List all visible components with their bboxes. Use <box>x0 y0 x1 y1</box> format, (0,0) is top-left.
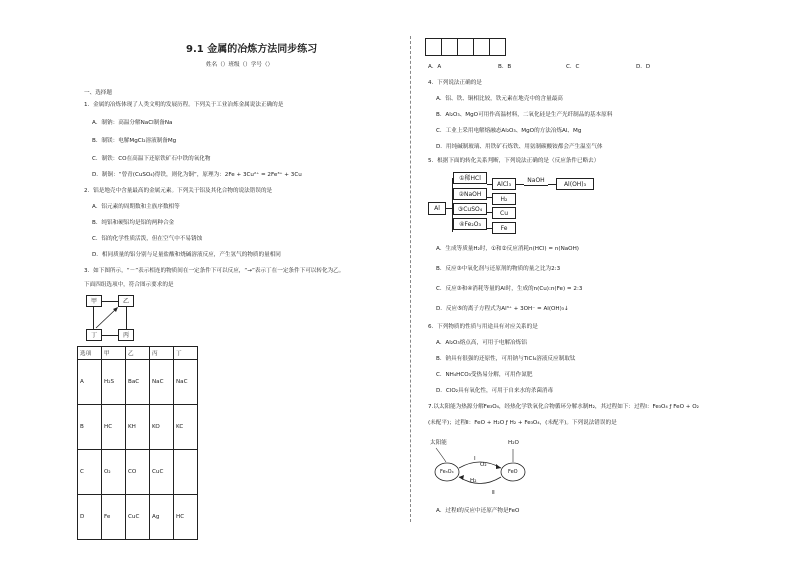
answer-cell <box>473 38 490 56</box>
flow-p2: H₂ <box>492 193 516 205</box>
flow-r2: ②NaOH <box>453 188 487 200</box>
q6-option-b: B．钠具有很强的还原性，可用钠与TiCl₄溶液反应制取钛 <box>436 356 576 362</box>
flow-arrow-5 <box>516 184 524 185</box>
q1-stem: 1．金属的冶炼体现了人类文明的发展历程。下列关于工业冶炼金属说法正确的是 <box>84 102 284 108</box>
table-row <box>78 495 198 540</box>
q6-option-d: D．ClO₂具有氧化性，可用于自来水的杀菌消毒 <box>436 388 554 394</box>
table-header-cell: 甲 <box>102 347 126 360</box>
flow-r3: ③CuSO₄ <box>453 203 487 215</box>
table-cell: H₂S <box>102 360 126 405</box>
q1-option-a: A．制钠：高温分解NaCl制备Na <box>92 120 173 126</box>
answer-cell <box>489 38 506 56</box>
q3-options-table <box>77 346 198 540</box>
diagram-line-top <box>102 301 118 302</box>
table-cell: KH <box>126 405 150 450</box>
student-info: 姓名（）班级（）学号（） <box>206 62 274 68</box>
diagram-yi: 乙 <box>118 295 134 307</box>
q7-stem-line1: 7.以太阳能为热源分解Fe₃O₄，经热化学铁氧化合物循环分解水制H₂，其过程如下：过程Ⅰ：Fe₃O₄ ƒ FeO + O₂ <box>428 404 699 410</box>
table-row <box>78 360 198 405</box>
flow-arrow-6 <box>548 184 556 185</box>
table-cell: O₂ <box>102 450 126 495</box>
table-cell: KC <box>174 405 198 450</box>
q1-option-d: D．制铜：“曾青(CuSO₄)得铁，则化为铜”，原理为：2Fe + 3Cu²⁺ = 2Fe³⁺ + 3Cu <box>92 172 302 178</box>
table-cell: B <box>78 405 102 450</box>
table-cell: KO <box>150 405 174 450</box>
diagram-feo: FeO <box>508 469 518 475</box>
table-header-cell: 选项 <box>78 347 102 360</box>
q3-answer-a: A．A <box>428 64 442 70</box>
flow-aloh: Al(OH)₃ <box>556 178 594 190</box>
diagram-h2-label: H₂ <box>470 478 477 484</box>
flow-r4: ④Fe₂O₃ <box>453 218 487 230</box>
answer-cell <box>441 38 458 56</box>
flow-p1: AlCl₃ <box>492 178 516 190</box>
table-row <box>78 405 198 450</box>
q2-option-d: D．相同质量的铝分别与足量盐酸和烧碱溶液反应，产生氢气的物质的量相同 <box>92 252 281 258</box>
table-cell: C <box>78 450 102 495</box>
q4-option-c: C．工业上采用电解熔融态Al₂O₃、MgO的方法冶炼Al、Mg <box>436 128 582 134</box>
table-header-row <box>78 347 198 360</box>
table-cell: Fe <box>102 495 126 540</box>
q3-stem-line1: 3．如下图所示，“－”表示相连的物质间在一定条件下可以反应，“→”表示丁在一定条件下可以转化为乙。 <box>84 268 345 274</box>
q4-option-d: D．用纯碱制玻璃、用铁矿石炼铁、用氨制碳酸铵都会产生温室气体 <box>436 144 603 150</box>
table-cell: NaC <box>174 360 198 405</box>
diagram-sun-label: 太阳能 <box>430 440 447 446</box>
table-cell: CO <box>126 450 150 495</box>
q1-option-c: C．制铁：CO在高温下还原铁矿石中铁的氧化物 <box>92 156 211 162</box>
q4-option-b: B．Al₂O₃、MgO可用作高温材料，二氧化硅是生产光纤制品的基本原料 <box>436 112 613 118</box>
q3-answer-d: D．D <box>636 64 651 70</box>
q5-option-a: A．生成等质量H₂时，①和②反应消耗n(HCl) = n(NaOH) <box>436 246 579 252</box>
q6-option-c: C．NH₄HCO₃受热易分解，可用作氮肥 <box>436 372 533 378</box>
table-cell: HC <box>174 495 198 540</box>
table-cell: A <box>78 360 102 405</box>
q6-stem: 6．下列物质的性质与用途具有对应关系的是 <box>428 324 538 330</box>
q2-option-a: A．铝元素的周期数和主族序数相等 <box>92 204 180 210</box>
answer-cell <box>457 38 474 56</box>
flow-r1: ①稀HCl <box>453 172 487 184</box>
diagram-o2-label: O₂ <box>480 462 487 468</box>
table-cell: CuC <box>126 495 150 540</box>
diagram-bing: 丙 <box>118 329 134 341</box>
table-header-cell: 丙 <box>150 347 174 360</box>
table-row <box>78 450 198 495</box>
q2-option-c: C．铝的化学性质活泼，但在空气中不易锈蚀 <box>92 236 203 242</box>
diagram-fe3o4: Fe₃O₄ <box>440 469 454 475</box>
table-cell: CuC <box>150 450 174 495</box>
q3-stem-line2: 下面四组选项中，符合图示要求的是 <box>84 282 174 288</box>
q7-option-a: A．过程Ⅰ的反应中还原产物是FeO <box>436 508 520 514</box>
diagram-ding: 丁 <box>86 329 102 341</box>
q2-option-b: B．纯铝和硬铝均是铝的两种合金 <box>92 220 175 226</box>
table-cell: Ag <box>150 495 174 540</box>
q4-option-a: A．铝、铁、铜相比较，铁元素在地壳中的含量最高 <box>436 96 563 102</box>
q2-stem: 2．铝是地壳中含量最高的金属元素。下列关于铝及其化合物的说法错误的是 <box>84 188 273 194</box>
diagram-step1-label: Ⅰ <box>474 456 476 462</box>
q1-option-b: B．制镁：电解MgCl₂溶液制备Mg <box>92 138 177 144</box>
q3-answer-c: C．C <box>566 64 580 70</box>
column-divider <box>410 36 411 522</box>
q3-answer-b: B．B <box>498 64 512 70</box>
table-cell: HC <box>102 405 126 450</box>
diagram-line-bottom <box>102 335 118 336</box>
page-title: 9.1 金属的冶炼方法同步练习 <box>186 44 318 55</box>
table-header-cell: 乙 <box>126 347 150 360</box>
table-cell: BaC <box>126 360 150 405</box>
flow-p3: Cu <box>492 207 516 219</box>
table-header-cell: 丁 <box>174 347 198 360</box>
q5-option-b: B．反应③中氧化剂与还原剂的物质的量之比为2:3 <box>436 266 561 272</box>
flow-p4: Fe <box>492 222 516 234</box>
q5-option-d: D．反应⑤的离子方程式为Al³⁺ + 3OH⁻ = Al(OH)₃↓ <box>436 306 569 312</box>
flow-al: Al <box>428 202 446 215</box>
diagram-arrow <box>94 306 120 330</box>
table-cell: NaC <box>150 360 174 405</box>
answer-cell <box>425 38 442 56</box>
table-cell: D <box>78 495 102 540</box>
q5-option-c: C．反应③和④消耗等量的Al时，生成的n(Cu):n(Fe) = 2:3 <box>436 286 583 292</box>
diagram-jia: 甲 <box>86 295 102 307</box>
diagram-step2-label: Ⅱ <box>492 490 495 496</box>
q4-stem: 4．下列说法正确的是 <box>428 80 482 86</box>
q6-option-a: A．Al₂O₃熔点高，可用于电解冶炼铝 <box>436 340 527 346</box>
section-heading: 一、选择题 <box>84 90 112 96</box>
diagram-line-right <box>126 307 127 329</box>
table-cell <box>174 450 198 495</box>
q5-stem: 5．根据下面的转化关系判断，下列说法正确的是（反应条件已略去） <box>428 158 600 164</box>
flow-naoh: NaOH <box>524 176 548 186</box>
diagram-h2o-label: H₂O <box>508 440 519 446</box>
q7-stem-line2: (未配平)；过程Ⅱ：FeO + H₂O ƒ H₂ + Fe₃O₄，(未配平)。下列说法错误的是 <box>428 420 617 426</box>
